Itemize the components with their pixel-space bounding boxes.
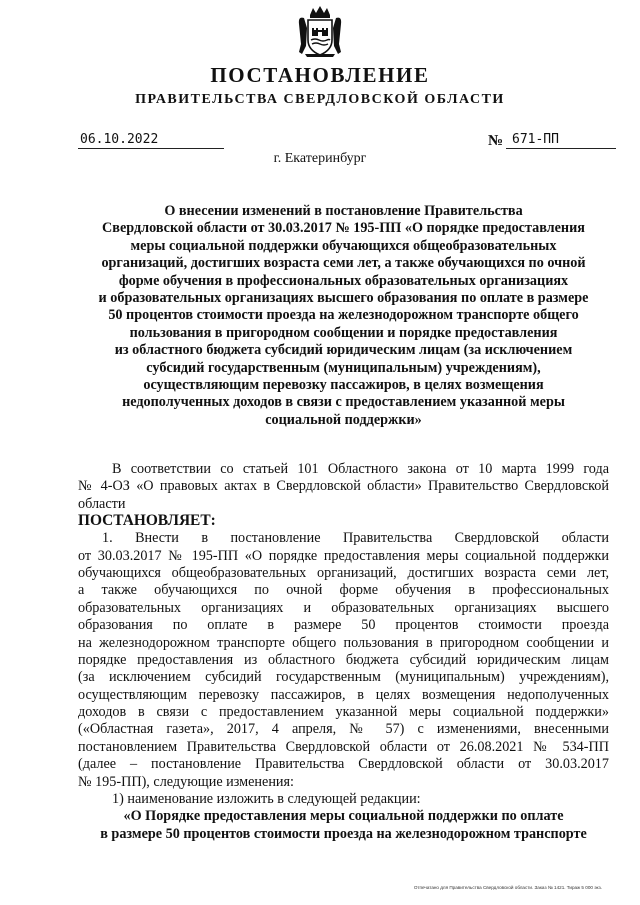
item-line: («Областная газета», 2017, 4 апреля, № 57) с изменениями, внесенными (78, 721, 609, 738)
number-label: № (488, 133, 504, 149)
item-line: образования по оплате в размере 50 процентов стоимости проезда (78, 617, 609, 634)
heading-line: 50 процентов стоимости проезда на железнодорожном транспорте общего (108, 307, 579, 324)
city-name: г. Екатеринбург (273, 151, 367, 166)
document-date: 06.10.2022 (78, 132, 224, 149)
heading-line: субсидий государственным (муниципальным) учреждениям), (146, 359, 541, 376)
quote-line: «О Порядке предоставления меры социальной поддержки по оплате (123, 808, 564, 825)
document-number: 671-ПП (506, 132, 616, 149)
item-line: (далее – постановление Правительства Свердловской области от 30.03.2017 (78, 756, 609, 773)
item-line: постановлением Правительства Свердловской области от 26.08.2021 № 534-ПП (78, 738, 609, 755)
item-line: от 30.03.2017 № 195-ПП «О порядке предоставления меры социальной поддержки (78, 547, 609, 564)
heading-line: социальной поддержки» (265, 411, 422, 428)
heading-line: пользования в пригородном сообщении и порядке предоставления (129, 324, 558, 341)
preamble-line: области (78, 495, 126, 512)
heading-line: О внесении изменений в постановление Правительства (164, 203, 523, 219)
subitem-1: 1) наименование изложить в следующей редакции: (112, 791, 421, 808)
item-line: обучающихся общеобразовательных организаций, достигших возраста семи лет, (78, 564, 609, 581)
decree-word: ПОСТАНОВЛЯЕТ: (78, 512, 216, 530)
heading-line: осуществляющим перевозку пассажиров, в целях возмещения (143, 377, 544, 394)
heading-line: меры социальной поддержки обучающихся общеобразовательных (130, 237, 557, 254)
document-body (78, 461, 609, 843)
preamble-line: № 4-ОЗ «О правовых актах в Свердловской области» Правительство Свердловской (78, 478, 609, 495)
document-heading (78, 203, 609, 429)
heading-line: форме обучения в профессиональных образовательных организациях (118, 272, 569, 289)
print-footer-note: Отпечатано для Правительства Свердловской области. Заказ № 1421. Тираж 5 000 экз. (413, 885, 602, 890)
issuer-title: ПРАВИТЕЛЬСТВА СВЕРДЛОВСКОЙ ОБЛАСТИ (135, 92, 505, 107)
item-1-paragraph (78, 530, 609, 791)
item-line: № 195-ПП), следующие изменения: (78, 773, 294, 790)
item-line: осуществляющим перевозку пассажиров, в целях возмещения недополученных (78, 686, 609, 703)
item-line: образовательных организациях и образовательных организациях высшего (78, 599, 609, 616)
heading-line: недополученных доходов в связи с предоставлением указанной меры (122, 394, 565, 411)
item-line: а также обучающихся по очной форме обучения в профессиональных (78, 582, 609, 599)
document-type-title: ПОСТАНОВЛЕНИЕ (210, 63, 430, 87)
preamble-paragraph (78, 461, 609, 513)
quoted-title (78, 808, 609, 843)
item-line: на железнодорожном транспорте общего пользования в пригородном сообщении и (78, 634, 609, 651)
preamble-line: В соответствии со статьей 101 Областного закона от 10 марта 1999 года (112, 461, 609, 477)
heading-line: и образовательных организациях высшего образования по оплате в размере (98, 290, 589, 307)
item-line: доходов в связи с предоставлением указанной меры социальной поддержки» (78, 704, 609, 721)
item-line: порядке предоставления из областного бюджета субсидий юридическим лицам (78, 651, 609, 668)
coat-of-arms-emblem (297, 6, 343, 58)
quote-line: в размере 50 процентов стоимости проезда на железнодорожном транспорте (100, 825, 587, 842)
item-line: (за исключением субсидий государственным (муниципальным) учреждениям), (78, 669, 609, 686)
heading-line: из областного бюджета субсидий юридическим лицам (за исключением (114, 342, 573, 359)
heading-line: организаций, достигших возраста семи лет, а также обучающихся по очной (101, 255, 586, 272)
item-line: 1. Внести в постановление Правительства Свердловской области (102, 530, 609, 547)
heading-line: Свердловской области от 30.03.2017 № 195-ПП «О порядке предоставления (102, 220, 585, 237)
